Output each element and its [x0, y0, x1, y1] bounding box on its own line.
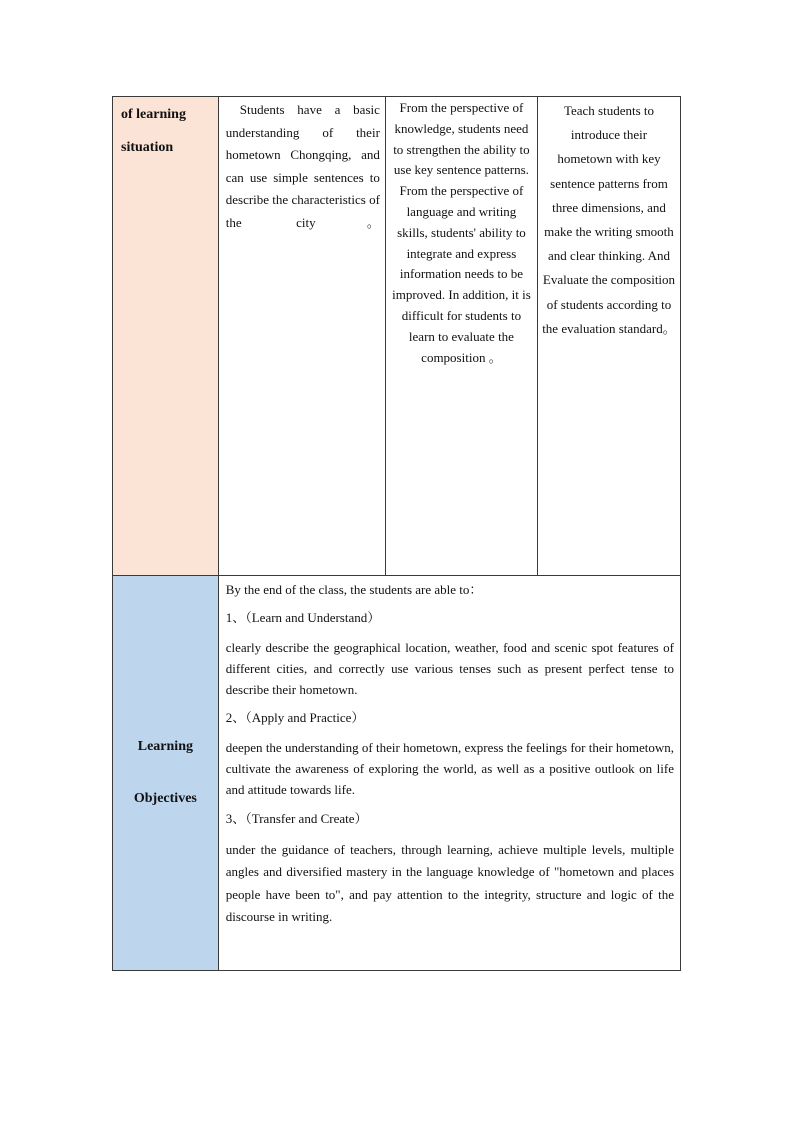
lesson-plan-table [112, 96, 681, 971]
learning-situation-label: of learning situation [121, 107, 186, 155]
situation-understanding-cell [218, 97, 385, 576]
situation-understanding-text: Students have a basic understanding of their hometown Chongqing, and can use simple sentences to describe the characteristics of the city。 [225, 102, 380, 230]
learning-objectives-row [113, 576, 681, 971]
objective-text: deepen the understanding of their hometown, express the feelings for their hometown, cultivate the awareness of exploring the world, as well as a positive outlook on life and attitude towards life. [225, 740, 674, 797]
objective-heading: 3、（Transfer and Create） [225, 810, 368, 826]
situation-difficulty-text: From the perspective of knowledge, students need to strengthen the ability to use key sentence patterns. From the perspective of language and writing skills, students' ability to integrate and express information needs to be improved. In addition, it is difficult for students to learn to evaluate the composition 。 [392, 100, 531, 365]
objective-heading: 1、（Learn and Understand） [225, 610, 381, 625]
objective-heading: 2、（Apply and Practice） [225, 710, 365, 726]
situation-teaching-text: Teach students to introduce their hometown with key sentence patterns from three dimensions, and make the writing smooth and clear thinking. And Evaluate the composition of students according to the evaluation standard。 [542, 103, 676, 336]
learning-objectives-content-cell [218, 576, 680, 971]
objective-text: under the guidance of teachers, through learning, achieve multiple levels, multiple angles and diversified mastery in the language knowledge of "hometown and places people have been to", and pay attention to the integrity, structure and logic of the discourse in writing. [225, 841, 674, 925]
learning-objectives-label: Learning Objectives [133, 739, 197, 806]
objective-text: clearly describe the geographical location, weather, food and scenic spot features of different cities, and correctly use various tenses such as present perfect tense to describe their hometown. [225, 640, 674, 697]
learning-situation-row [113, 97, 681, 576]
learning-situation-label-cell [113, 97, 219, 576]
situation-difficulty-cell [385, 97, 537, 576]
learning-objectives-label-cell [113, 576, 219, 971]
objectives-intro: By the end of the class, the students are able to： [225, 582, 483, 597]
situation-teaching-cell [537, 97, 680, 576]
